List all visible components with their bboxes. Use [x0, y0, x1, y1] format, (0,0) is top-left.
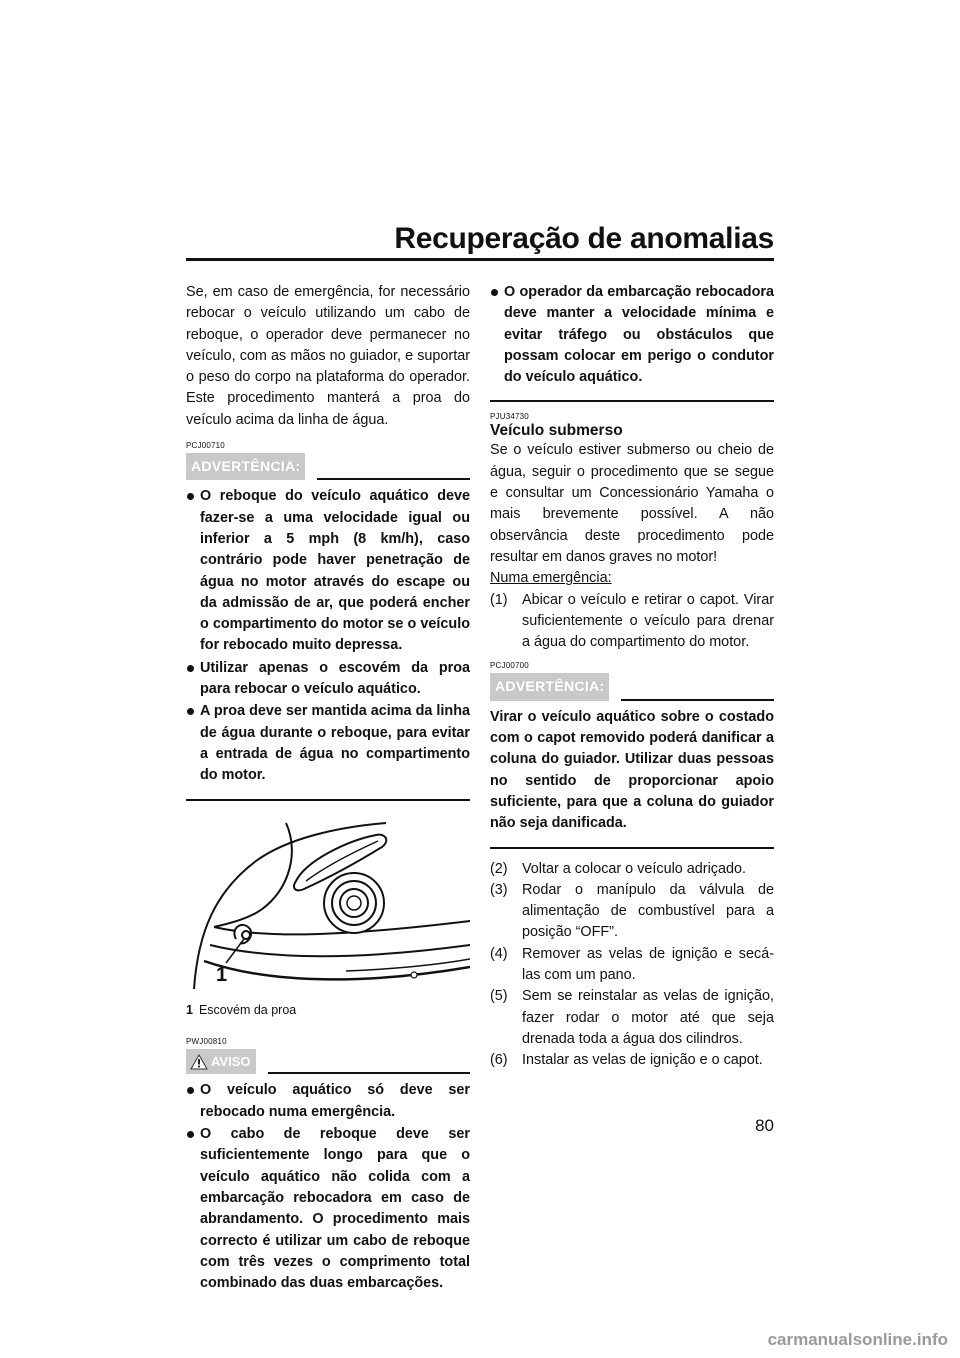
step-text: Abicar o veículo e retirar o capot. Virar suficientemente o veículo para drenar a água do compartimento do motor.: [522, 591, 774, 651]
bow-eye-illustration: [186, 821, 470, 989]
caption-number: 1: [186, 1002, 193, 1017]
page-number: 80: [755, 1116, 774, 1135]
step-number: (5): [490, 988, 508, 1005]
list-item: O reboque do veículo aquático deve fazer-se a uma velocidade igual ou inferior a 5 mph (8 km/h), caso contrário pode haver penetração de água no motor através do escape ou da admissão de ar, que poderá encher o compartimento do motor se o veículo for rebocado muito depressa.: [186, 486, 470, 656]
warning-list: [186, 486, 470, 786]
warning-label: ADVERTÊNCIA:: [186, 453, 305, 480]
warning2-code: PCJ00700: [490, 661, 529, 671]
list-item: A proa deve ser mantida acima da linha de água durante o reboque, para evitar a entrada de água no compartimento do motor.: [186, 701, 470, 786]
step-number: (3): [490, 881, 508, 898]
step-number: (6): [490, 1052, 508, 1069]
list-item: O cabo de reboque deve ser suficientemente longo para que o veículo aquático não colida com a embarcação rebocadora em caso de abrandamento. O procedimento mais correcto é utilizar um cabo de reboque com três vezes o comprimento total combinado das duas embarcações.: [186, 1124, 470, 1294]
warning2-header: [490, 673, 774, 700]
warning-code: PCJ00710: [186, 441, 225, 451]
figure-callout-1: 1: [216, 963, 228, 986]
warning2-label: ADVERTÊNCIA:: [490, 673, 609, 700]
list-item: O veículo aquático só deve ser rebocado numa emergência.: [186, 1080, 470, 1123]
caption-text: Escovém da proa: [198, 1002, 297, 1017]
step-text: Rodar o manípulo da válvula de alimentação de combustível para a posição “OFF”.: [522, 881, 774, 941]
step-text: Sem se reinstalar as velas de ignição, fazer rodar o motor até que seja drenada toda a água dos cilindros.: [522, 988, 774, 1047]
list-item: O operador da embarcação rebocadora deve manter a velocidade mínima e evitar tráfego ou obstáculos que possam colocar em perigo o condutor do veículo aquático.: [490, 282, 774, 388]
step-text: Voltar a colocar o veículo adriçado.: [522, 860, 746, 877]
section-title: Veículo submerso: [490, 422, 623, 440]
step-number: (1): [490, 591, 508, 608]
aviso-list-continued: [490, 282, 774, 388]
list-item: [490, 944, 774, 987]
aviso-list: [186, 1080, 470, 1294]
right-column: [490, 282, 774, 1072]
left-column: [186, 282, 470, 1295]
list-item: [490, 880, 774, 944]
header-rule: [186, 258, 774, 261]
step-text: Remover as velas de ignição e secá-las com um pano.: [522, 945, 774, 984]
warning-header-rule: [317, 478, 470, 480]
emergency-label: Numa emergência:: [490, 570, 612, 587]
warning-end-rule: [186, 799, 470, 801]
aviso-header: [186, 1049, 470, 1074]
steps-list-2: [490, 859, 774, 1072]
aviso-label: AVISO: [186, 1049, 256, 1074]
list-item: [490, 859, 774, 880]
warning2-text: Virar o veículo aquático sobre o costado com o capot removido poderá danificar a coluna do guiador. Utilizar duas pessoas no sentido de proporcionar apoio suficiente, para que a coluna do guiador não seja danificada.: [490, 708, 774, 832]
list-item: [490, 1050, 774, 1071]
warning2-end-rule: [490, 847, 774, 849]
warning-header: [186, 453, 470, 480]
aviso-header-rule: [268, 1072, 471, 1074]
intro-paragraph: Se, em caso de emergência, for necessário rebocar o veículo utilizando um cabo de reboque, o operador deve permanecer no veículo, com as mãos no guiador, e suportar o peso do corpo na plataforma do operador. Este procedimento manterá a proa do veículo acima da linha de água.: [186, 284, 470, 428]
list-item: Utilizar apenas o escovém da proa para rebocar o veículo aquático.: [186, 658, 470, 701]
step-number: (4): [490, 945, 508, 962]
list-item: [490, 590, 774, 654]
figure-caption: [186, 1000, 470, 1021]
aviso-code: PWJ00810: [186, 1037, 227, 1047]
warning2-header-rule: [621, 699, 774, 701]
step-text: Instalar as velas de ignição e o capot.: [522, 1052, 763, 1069]
section-intro: Se o veículo estiver submerso ou cheio de água, seguir o procedimento que se segue e consultar um Concessionário Yamaha o mais brevemente possível. A não observância deste procedimento pode resultar em danos graves no motor!: [490, 442, 774, 565]
steps-list-1: [490, 590, 774, 654]
aviso-end-rule: [490, 400, 774, 402]
watermark: carmanualsonline.info: [767, 1330, 948, 1349]
section-code: PJU34730: [490, 412, 529, 422]
step-number: (2): [490, 860, 508, 877]
list-item: [490, 986, 774, 1050]
warning-triangle-icon: [190, 1054, 208, 1070]
page-title: Recuperação de anomalias: [394, 222, 774, 255]
